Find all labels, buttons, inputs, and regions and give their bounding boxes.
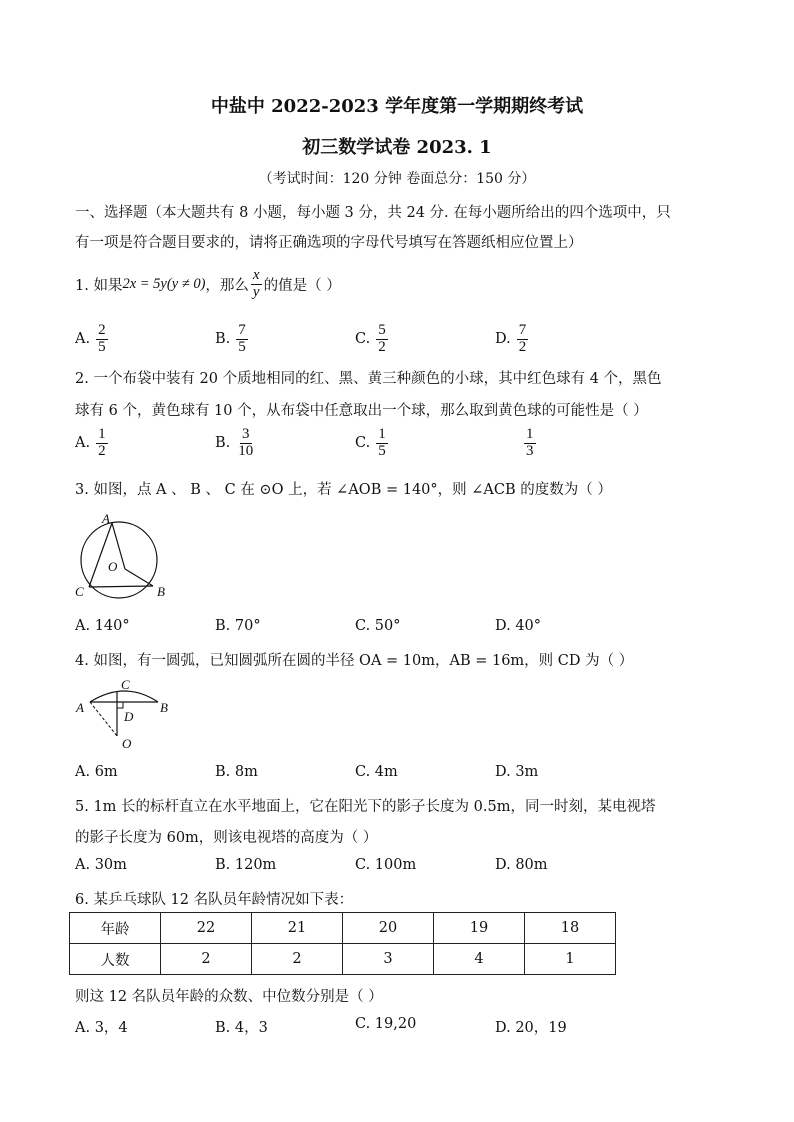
exam-info: （考试时间：120 分钟 卷面总分：150 分） (258, 171, 536, 187)
q4-option-b[interactable]: B. 8m (215, 764, 258, 780)
q3-text: 3. 如图，点 A 、 B 、 C 在 ⊙O 上，若 ∠AOB = 140°，则 ∠ACB 的度数为（ ） (75, 482, 612, 498)
table-cell: 19 (434, 913, 525, 944)
q1-fraction (251, 268, 262, 301)
section-intro-line2: 有一项是符合题目要求的，请将正确选项的字母代号填写在答题纸相应位置上） (75, 235, 583, 251)
table-cell: 21 (252, 913, 343, 944)
q4-option-a[interactable]: A. 6m (75, 764, 118, 780)
arc-ab (90, 691, 158, 702)
table-cell: 18 (525, 913, 616, 944)
q2-option-c[interactable]: C. $\frac{1}{5}$ (355, 426, 386, 459)
table-header-count: 人数 (70, 944, 161, 975)
q1-option-b[interactable]: B. $\frac{7}{5}$ (215, 322, 246, 355)
q3-circle-figure (70, 510, 180, 606)
table-header-age: 年龄 (70, 913, 161, 944)
table-cell: 3 (343, 944, 434, 975)
q5-line1: 5. 1m 长的标杆直立在水平地面上，它在阳光下的影子长度为 0.5m，同一时刻，某电视塔 (75, 799, 656, 815)
table-row (70, 944, 616, 975)
segment-oa-dashed (90, 702, 117, 736)
label-b: B (160, 700, 168, 715)
table-cell: 4 (434, 944, 525, 975)
question-1 (75, 268, 341, 301)
label-b: B (157, 584, 165, 599)
q6-intro: 6. 某乒乓球队 12 名队员年龄情况如下表： (75, 892, 354, 908)
q1-middle: ，那么 (205, 277, 249, 294)
table-cell: 1 (525, 944, 616, 975)
section-intro-line1: 一、选择题（本大题共有 8 小题，每小题 3 分，共 24 分. 在每小题所给出的四个选项中，只 (75, 205, 671, 221)
label-c: C (75, 584, 84, 599)
paper-subtitle: 初三数学试卷 2023. 1 (302, 137, 492, 158)
q3-option-d[interactable]: D. 40° (495, 618, 542, 634)
q1-option-c[interactable]: C. $\frac{5}{2}$ (355, 322, 386, 355)
q2-line1: 2. 一个布袋中装有 20 个质地相同的红、黑、黄三种颜色的小球，其中红色球有 4 个，黑色 (75, 371, 662, 387)
label-o: O (122, 736, 132, 751)
table-cell: 22 (161, 913, 252, 944)
table-cell: 2 (252, 944, 343, 975)
exam-title: 中盐中 2022-2023 学年度第一学期期终考试 (210, 96, 584, 117)
q4-option-d[interactable]: D. 3m (495, 764, 539, 780)
q4-option-c[interactable]: C. 4m (355, 764, 398, 780)
right-angle-mark (117, 702, 123, 708)
q1-frac-den: y (252, 283, 260, 300)
label-a: A (76, 700, 84, 715)
table-cell: 20 (343, 913, 434, 944)
q1-frac-num: x (252, 267, 260, 283)
table-cell: 2 (161, 944, 252, 975)
q6-option-d[interactable]: D. 20，19 (495, 1020, 567, 1036)
q2-option-d[interactable]: $\frac{1}{3}$ (526, 426, 534, 459)
label-a: A (102, 511, 110, 526)
table-row (70, 913, 616, 944)
q2-option-a[interactable]: A. $\frac{1}{2}$ (75, 426, 106, 459)
age-table (69, 912, 616, 975)
q3-option-a[interactable]: A. 140° (75, 618, 130, 634)
q5-option-b[interactable]: B. 120m (215, 857, 277, 873)
q5-line2: 的影子长度为 60m，则该电视塔的高度为（ ） (75, 830, 378, 846)
segment-ob (125, 569, 153, 586)
q5-option-d[interactable]: D. 80m (495, 857, 548, 873)
q1-option-d[interactable]: D. $\frac{7}{2}$ (495, 322, 527, 355)
label-o: O (108, 559, 118, 574)
q3-option-b[interactable]: B. 70° (215, 618, 261, 634)
segment-cb (89, 586, 153, 587)
label-c: C (121, 677, 130, 692)
q5-option-a[interactable]: A. 30m (75, 857, 127, 873)
q1-suffix: 的值是（ ） (263, 277, 341, 294)
q6-question: 则这 12 名队员年龄的众数、中位数分别是（ ） (75, 989, 383, 1005)
q1-equation: 2x = 5y(y ≠ 0) (122, 275, 206, 292)
q2-line2: 球有 6 个，黄色球有 10 个，从布袋中任意取出一个球，那么取到黄色球的可能性是（ ） (75, 403, 648, 419)
q4-arc-figure (72, 674, 182, 754)
q1-option-a[interactable]: A. $\frac{2}{5}$ (75, 322, 106, 355)
q5-option-c[interactable]: C. 100m (355, 857, 417, 873)
q6-option-a[interactable]: A. 3，4 (75, 1020, 128, 1036)
q6-option-b[interactable]: B. 4，3 (215, 1020, 268, 1036)
q1-prefix: 1. 如果 (75, 277, 123, 294)
q4-text: 4. 如图，有一圆弧，已知圆弧所在圆的半径 OA = 10m，AB = 16m，则 CD 为（ ） (75, 653, 634, 669)
label-d: D (124, 709, 134, 724)
q2-option-b[interactable]: B. $\frac{3}{10}$ (215, 426, 254, 459)
q6-option-c[interactable]: C. 19,20 (355, 1016, 417, 1032)
q3-option-c[interactable]: C. 50° (355, 618, 401, 634)
